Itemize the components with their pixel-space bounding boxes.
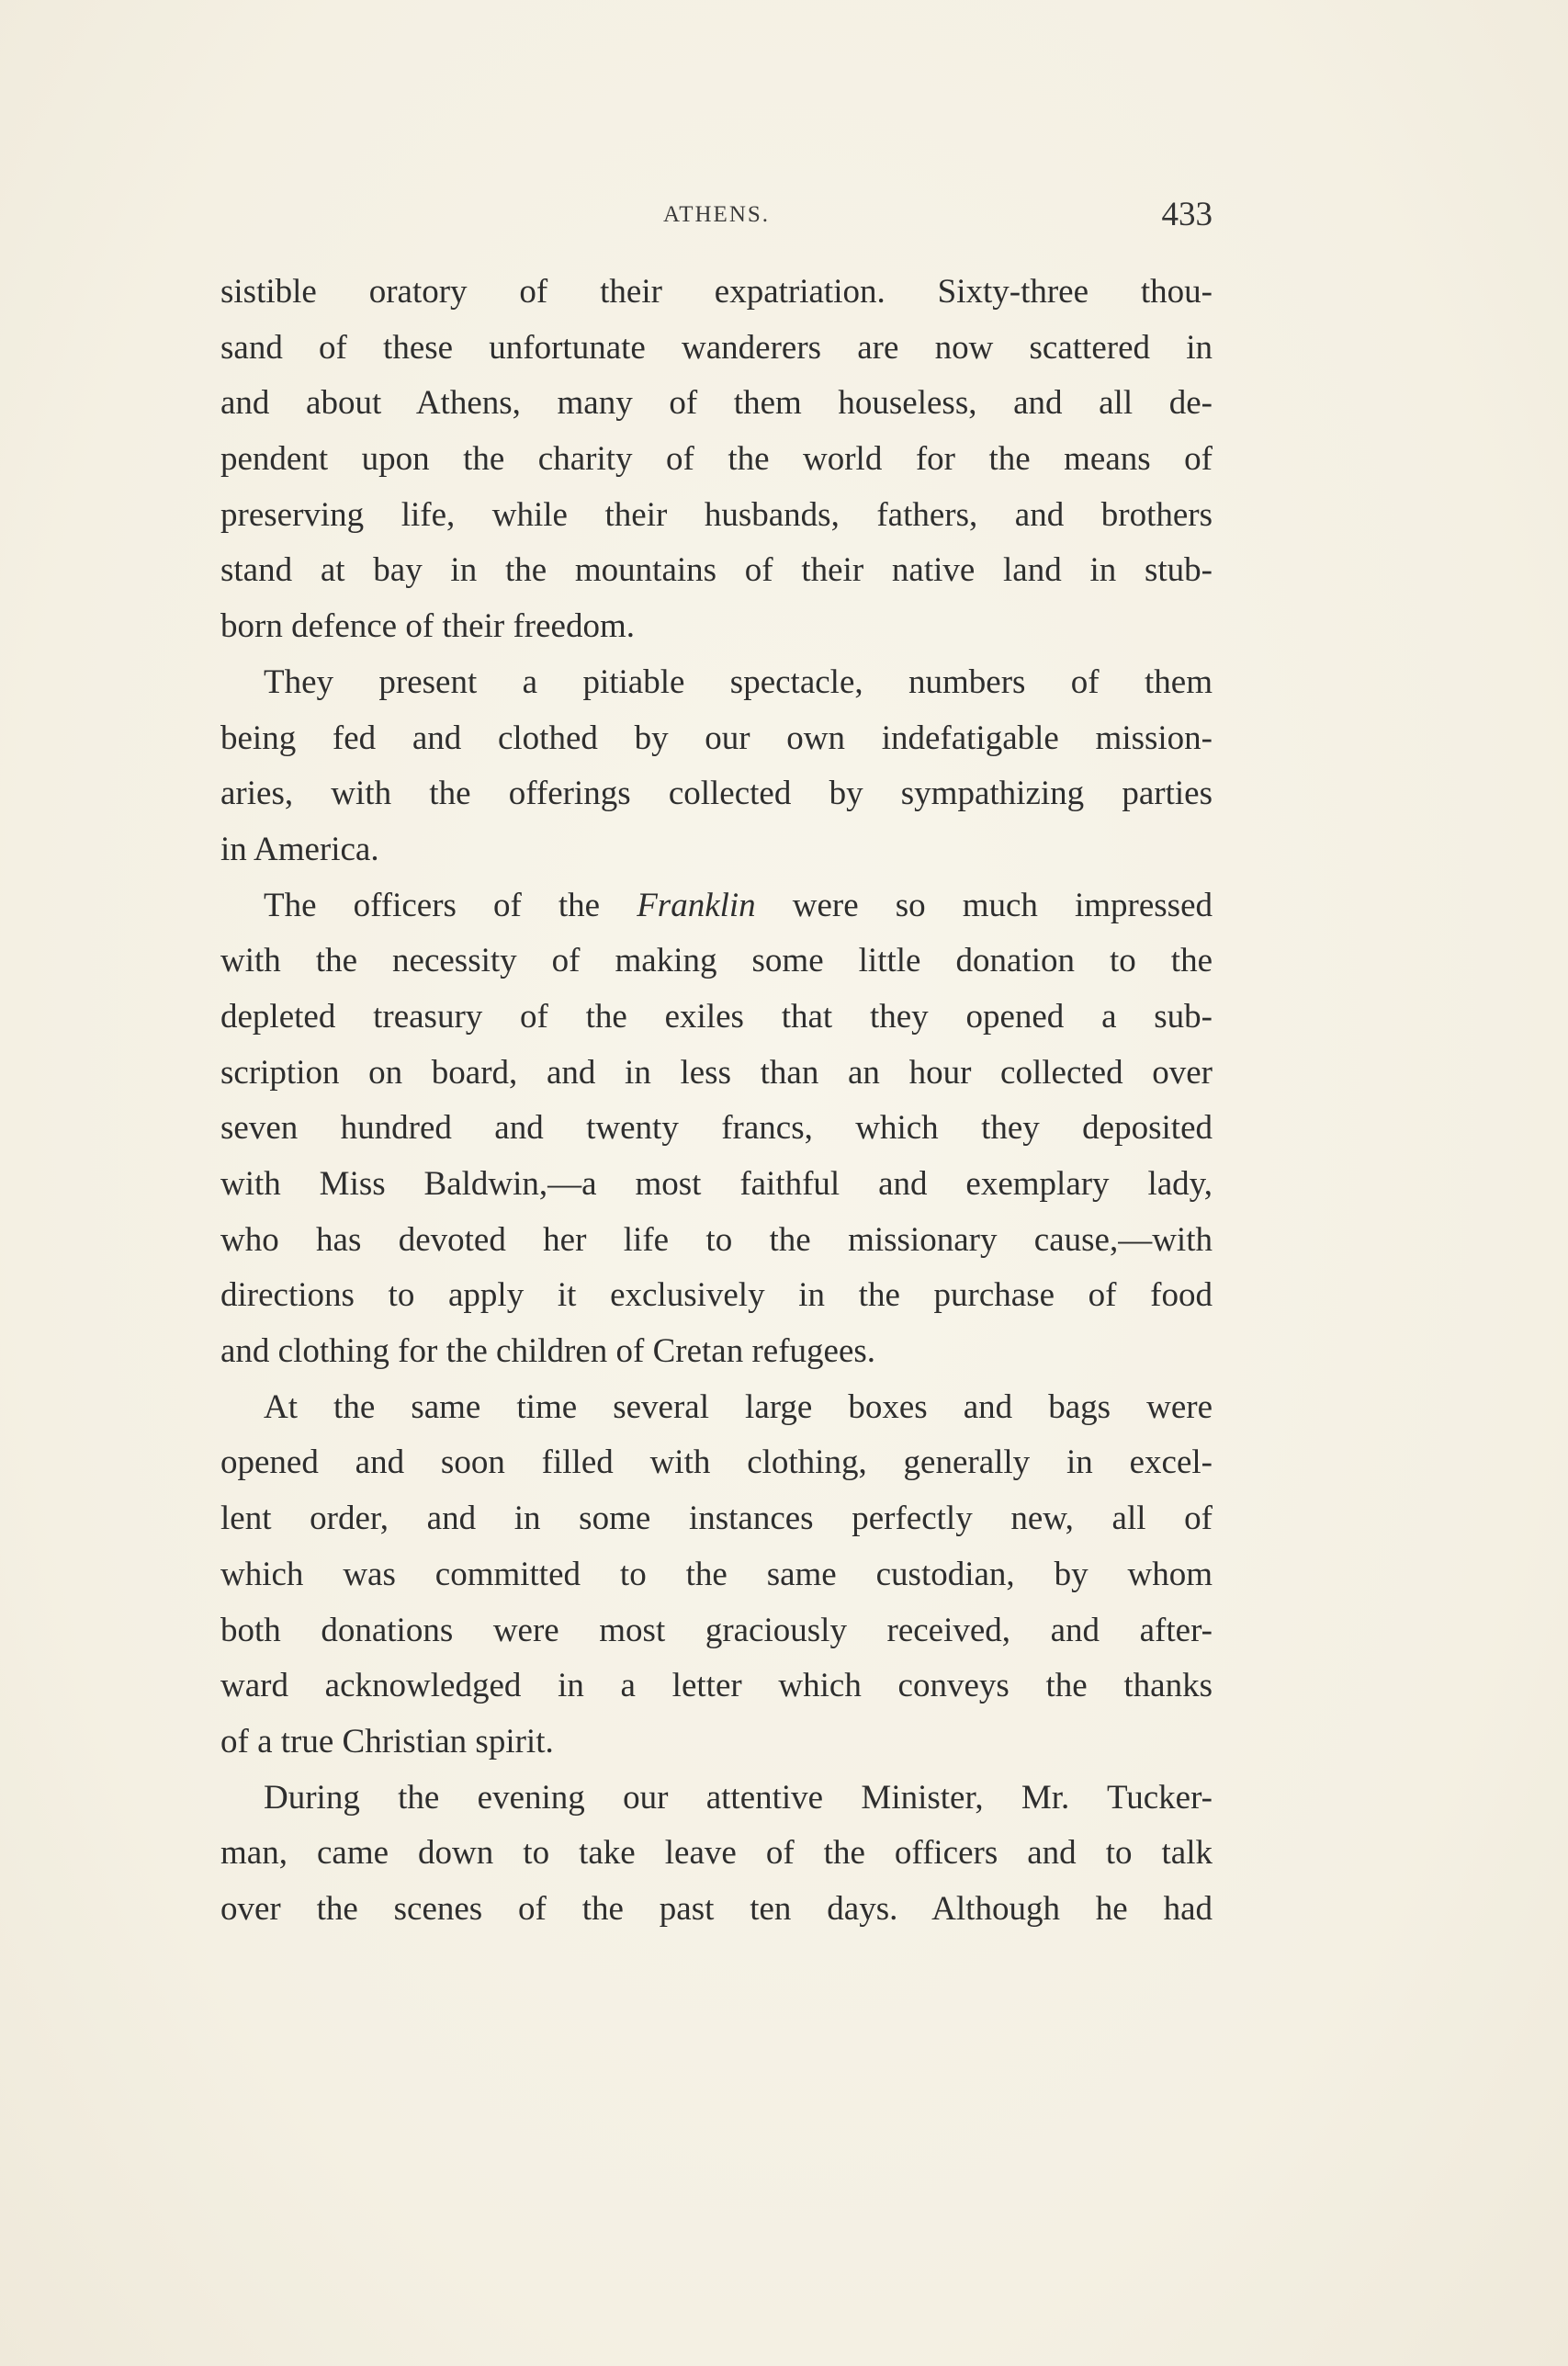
- text-line: both donations were most graciously received, and after-: [220, 1611, 1213, 1649]
- text-line: opened and soon filled with clothing, generally in excel-: [220, 1443, 1213, 1482]
- text-line: scription on board, and in less than an hour collected over: [220, 1053, 1213, 1092]
- text-line: born defence of their freedom.: [220, 607, 635, 646]
- text-line: seven hundred and twenty francs, which they deposited: [220, 1109, 1213, 1148]
- text-line: sistible oratory of their expatriation. Sixty-three thou-: [220, 273, 1213, 311]
- text-line: being fed and clothed by our own indefatigable mission-: [220, 719, 1213, 757]
- text-line: lent order, and in some instances perfectly new, all of: [220, 1500, 1213, 1538]
- text-line-with-italic: [220, 878, 1213, 934]
- text-line: and about Athens, many of them houseless, and all de-: [220, 384, 1213, 423]
- page-number: 433: [1161, 196, 1213, 233]
- text-line: During the evening our attentive Minister, Mr. Tucker-: [264, 1778, 1213, 1817]
- text-line: depleted treasury of the exiles that they opened a sub-: [220, 997, 1213, 1036]
- text-line: preserving life, while their husbands, fathers, and brothers: [220, 495, 1213, 534]
- running-head: ATHENS.: [662, 202, 771, 227]
- text-line: ward acknowledged in a letter which conveys the thanks: [220, 1667, 1213, 1705]
- text-run: The officers of the: [264, 886, 637, 924]
- body-text: [220, 265, 1213, 1938]
- text-line: with Miss Baldwin,—a most faithful and exemplary lady,: [220, 1165, 1213, 1203]
- text-line: stand at bay in the mountains of their native land in stub-: [220, 551, 1213, 590]
- text-line: directions to apply it exclusively in the purchase of food: [220, 1276, 1213, 1315]
- text-line: over the scenes of the past ten days. Although he had: [220, 1889, 1213, 1928]
- text-line: and clothing for the children of Cretan refugees.: [220, 1332, 876, 1371]
- text-line: who has devoted her life to the missionary cause,—with: [220, 1220, 1213, 1259]
- text-line: which was committed to the same custodian, by whom: [220, 1555, 1213, 1593]
- page-header: [220, 195, 1213, 241]
- text-line: At the same time several large boxes and bags were: [264, 1387, 1213, 1426]
- text-line: pendent upon the charity of the world for the means of: [220, 440, 1213, 479]
- text-line: sand of these unfortunate wanderers are now scattered in: [220, 328, 1213, 367]
- text-line: of a true Christian spirit.: [220, 1722, 554, 1760]
- text-line: They present a pitiable spectacle, numbers of them: [264, 662, 1213, 701]
- text-line: man, came down to take leave of the officers and to talk: [220, 1834, 1213, 1873]
- text-line: with the necessity of making some little donation to the: [220, 942, 1213, 980]
- text-line: aries, with the offerings collected by sympathizing parties: [220, 775, 1213, 813]
- text-line: in America.: [220, 830, 379, 868]
- ship-name: Franklin: [637, 886, 756, 924]
- text-run: were so much impressed: [755, 886, 1213, 924]
